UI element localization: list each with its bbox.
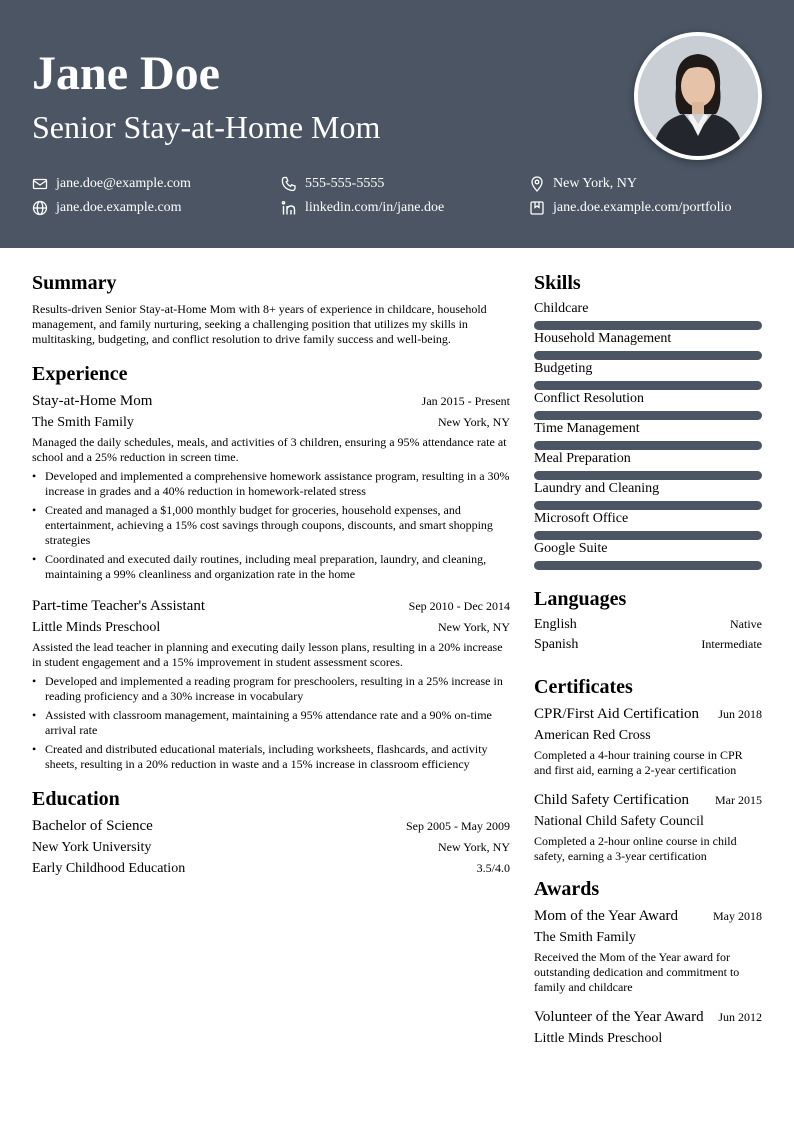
map-pin-icon [529, 176, 545, 192]
summary-text: Results-driven Senior Stay-at-Home Mom with 8+ years of experience in childcare, household management, and family nurturing, seeking a challenging position that utilizes my skills in multitasking, budgeting, and conflict resolution to drive family success and well-being. [32, 302, 487, 346]
contact-portfolio[interactable] [529, 200, 731, 216]
portfolio-icon [529, 200, 545, 216]
language-name: English [534, 617, 577, 632]
languages-heading: Languages [534, 588, 627, 610]
award-entry [534, 1007, 762, 1049]
skill-level-bar [534, 441, 762, 450]
contact-website-text: jane.doe.example.com [56, 200, 182, 215]
job-description: Managed the daily schedules, meals, and activities of 3 children, ensuring a 95% attendance rate at school and a 25% reduction in screen time. [32, 435, 507, 464]
contact-linkedin-text: linkedin.com/in/jane.doe [305, 200, 445, 215]
certificate-description: Completed a 4-hour training course in CPR and first aid, earning a 2-year certification [534, 748, 743, 777]
award-issuer: Little Minds Preschool [534, 1031, 663, 1046]
skill-level-bar [534, 321, 762, 330]
certificate-date: Jun 2018 [718, 707, 762, 721]
job-bullets [32, 674, 510, 772]
languages-list [534, 616, 762, 656]
education-degree: Bachelor of Science [32, 818, 153, 834]
award-name: Mom of the Year Award [534, 908, 679, 924]
candidate-title: Senior Stay-at-Home Mom [32, 109, 381, 145]
contact-location-text: New York, NY [553, 176, 638, 191]
skill-item [534, 540, 762, 570]
mail-icon [32, 176, 48, 192]
job-dates: Sep 2010 - Dec 2014 [408, 599, 510, 613]
skill-name: Microsoft Office [534, 511, 629, 526]
education-dates: Sep 2005 - May 2009 [406, 819, 510, 833]
contact-location [529, 176, 637, 192]
skill-name: Laundry and Cleaning [534, 481, 660, 496]
job-company: Little Minds Preschool [32, 620, 161, 635]
skill-level-fill [534, 471, 762, 480]
language-level: Intermediate [701, 637, 762, 651]
award-issuer: The Smith Family [534, 930, 636, 945]
skill-level-bar [534, 501, 762, 510]
job-bullet: • Created and managed a $1,000 monthly budget for groceries, household expenses, and entertainment, achieving a 15% cost savings through coupons, discounts, and smart shopping strategies [32, 503, 510, 548]
award-date: May 2018 [713, 909, 762, 923]
skill-name: Meal Preparation [534, 451, 631, 466]
skill-level-bar [534, 531, 762, 540]
education-school: New York University [32, 840, 152, 855]
award-date: Jun 2012 [718, 1010, 762, 1024]
certificate-entry [534, 790, 762, 864]
education-field: Early Childhood Education [32, 861, 186, 876]
award-name: Volunteer of the Year Award [534, 1009, 704, 1025]
job-description: Assisted the lead teacher in planning and executing daily lesson plans, resulting in a 20% increase in student engagement and a 15% improvement in student assessment scores. [32, 640, 503, 669]
job-location: New York, NY [437, 415, 510, 429]
certificate-name: Child Safety Certification [534, 792, 689, 808]
education-location: New York, NY [437, 840, 510, 854]
job-bullet: • Coordinated and executed daily routines, including meal preparation, laundry, and cleaning, maintaining a 99% cleanliness and organization rate in the home [32, 552, 510, 582]
skills-list [534, 300, 762, 570]
profile-photo [634, 32, 762, 160]
award-description: Received the Mom of the Year award for outstanding dedication and commitment to family and childcare [534, 950, 740, 994]
main-column [32, 270, 510, 879]
certificate-date: Mar 2015 [715, 793, 762, 807]
skill-name: Budgeting [534, 361, 593, 376]
skill-name: Conflict Resolution [534, 391, 645, 406]
certificate-issuer: American Red Cross [534, 728, 651, 743]
phone-icon [281, 176, 297, 192]
contact-website[interactable] [32, 200, 182, 216]
job-bullet: • Developed and implemented a comprehensive homework assistance program, resulting in a 30% increase in grades and a 40% reduction in homework-related stress [32, 469, 510, 499]
job-dates: Jan 2015 - Present [421, 394, 510, 408]
skill-level-fill [534, 531, 762, 540]
resume-header [0, 0, 794, 248]
skill-level-fill [534, 381, 762, 390]
job-bullet: • Assisted with classroom management, maintaining a 95% attendance rate and a 90% on-time arrival rate [32, 708, 510, 738]
job-bullet: • Developed and implemented a reading program for preschoolers, resulting in a 25% increase in reading proficiency and a 30% increase in vocabulary [32, 674, 510, 704]
education-entry [32, 816, 510, 879]
job-location: New York, NY [437, 620, 510, 634]
skill-level-bar [534, 381, 762, 390]
job-bullet: • Created and distributed educational materials, including worksheets, flashcards, and activity sheets, resulting in a 20% reduction in waste and a 15% increase in classroom efficiency [32, 742, 510, 772]
experience-heading: Experience [32, 363, 128, 385]
job-bullets [32, 469, 510, 582]
skill-item [534, 300, 762, 330]
side-column [534, 270, 762, 1061]
education-gpa: 3.5/4.0 [476, 861, 510, 875]
skill-level-bar [534, 561, 762, 570]
skill-level-bar [534, 351, 762, 360]
awards-heading: Awards [534, 878, 600, 900]
language-name: Spanish [534, 637, 579, 652]
job-title: Stay-at-Home Mom [32, 393, 153, 409]
skill-name: Household Management [534, 331, 672, 346]
skill-item [534, 330, 762, 360]
award-entry [534, 906, 762, 995]
language-item [534, 616, 762, 636]
experience-entry [32, 596, 510, 772]
skill-level-fill [534, 411, 762, 420]
experience-entry [32, 391, 510, 582]
skill-item [534, 450, 762, 480]
skills-heading: Skills [534, 272, 581, 294]
skill-item [534, 420, 762, 450]
skill-level-bar [534, 411, 762, 420]
skill-item [534, 510, 762, 540]
language-item [534, 636, 762, 656]
skill-level-fill [534, 501, 762, 510]
education-heading: Education [32, 788, 120, 810]
linkedin-icon [281, 200, 297, 216]
contact-phone-text: 555-555-5555 [305, 176, 385, 191]
skill-level-fill [534, 441, 762, 450]
skill-item [534, 360, 762, 390]
candidate-name: Jane Doe [32, 47, 220, 100]
job-company: The Smith Family [32, 415, 134, 430]
certificate-entry [534, 704, 762, 778]
certificate-name: CPR/First Aid Certification [534, 706, 700, 722]
globe-icon [32, 200, 48, 216]
skill-level-fill [534, 321, 762, 330]
contact-linkedin[interactable] [281, 200, 444, 216]
certificate-issuer: National Child Safety Council [534, 814, 704, 829]
language-level: Native [730, 617, 762, 631]
contact-phone[interactable] [281, 176, 384, 192]
contact-portfolio-text: jane.doe.example.com/portfolio [553, 200, 732, 215]
skill-name: Time Management [534, 421, 640, 436]
skill-level-fill [534, 351, 762, 360]
contact-email[interactable] [32, 176, 191, 192]
skill-name: Google Suite [534, 541, 608, 556]
contact-email-text: jane.doe@example.com [56, 176, 191, 191]
skill-level-bar [534, 471, 762, 480]
certificate-description: Completed a 2-hour online course in child safety, earning a 3-year certification [534, 834, 737, 863]
skill-item [534, 390, 762, 420]
skill-name: Childcare [534, 301, 589, 316]
skill-item [534, 480, 762, 510]
summary-heading: Summary [32, 272, 117, 294]
job-title: Part-time Teacher's Assistant [32, 598, 206, 614]
skill-level-fill [534, 561, 762, 570]
certificates-heading: Certificates [534, 676, 633, 698]
